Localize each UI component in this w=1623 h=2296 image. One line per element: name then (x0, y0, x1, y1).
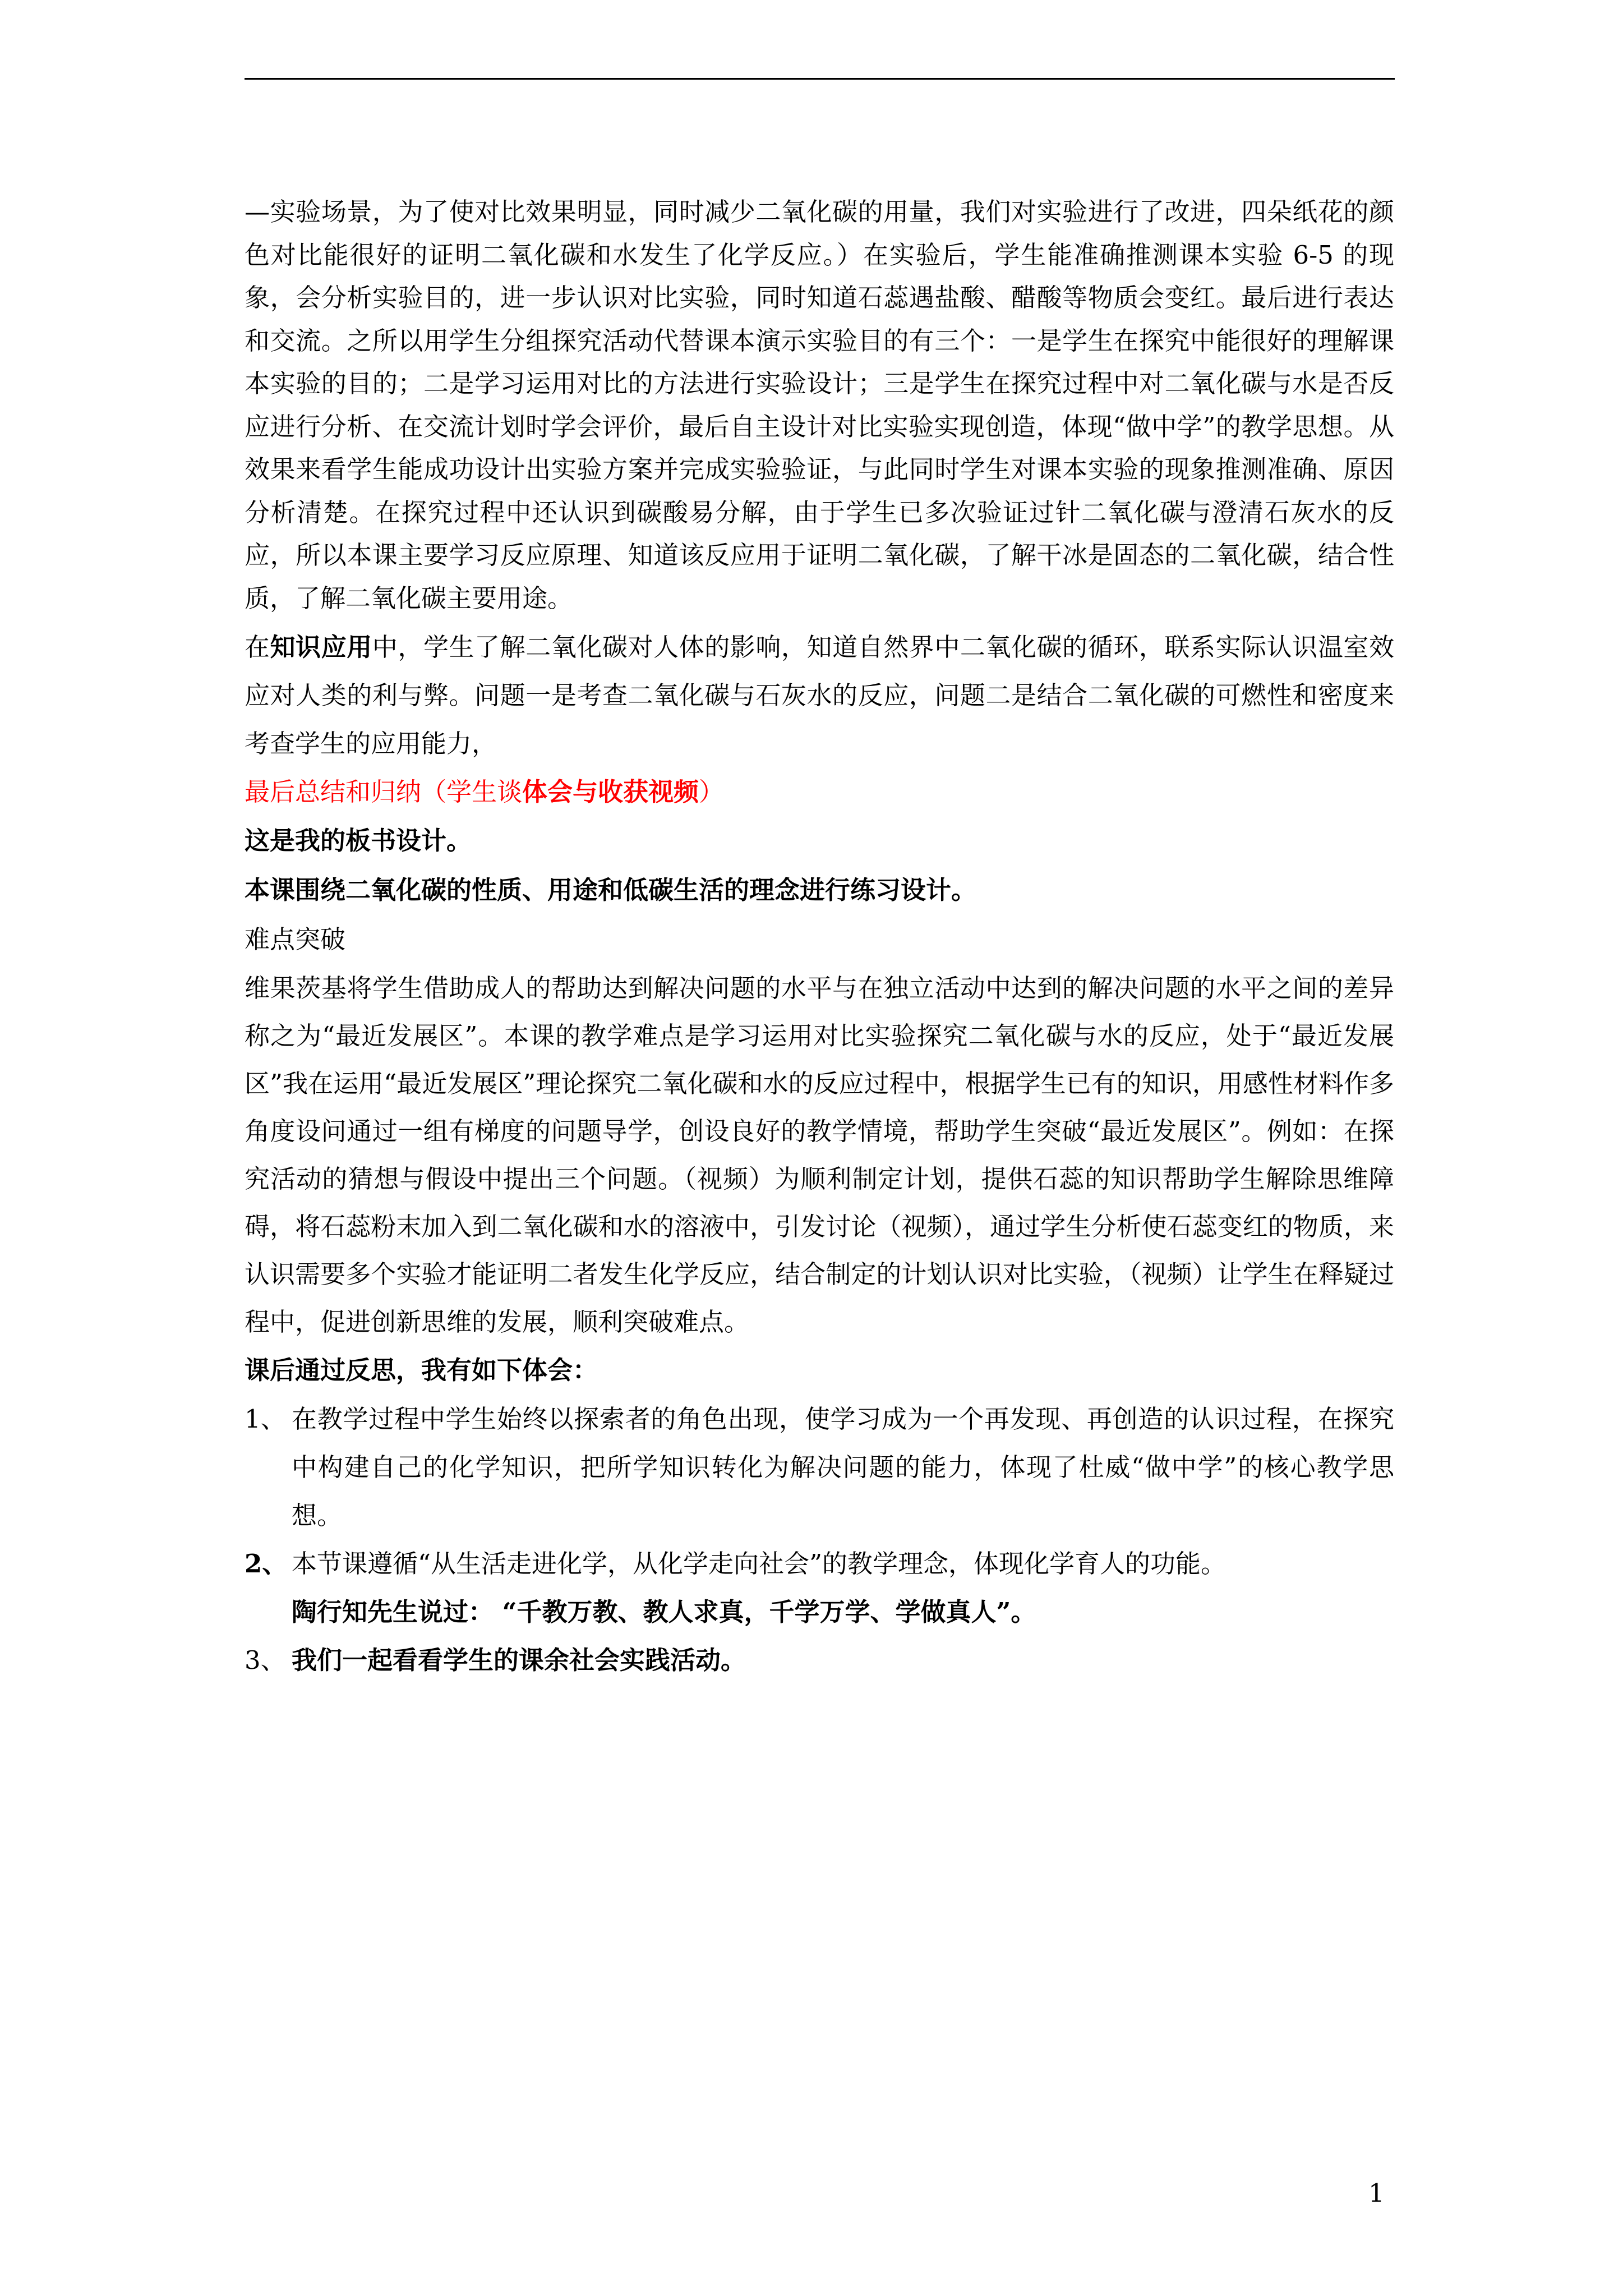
difficulty-heading: 难点突破 (245, 924, 346, 954)
reflection-list (245, 1395, 1394, 1685)
knowledge-application-text: 中，学生了解二氧化碳对人体的影响，知道自然界中二氧化碳的循环，联系实际认识温室效应对人类的利与弊。问题一是考查二氧化碳与石灰水的反应，问题二是结合二氧化碳的可燃性和密度来考查学生的应用能力， (245, 632, 1394, 758)
list-item (245, 1395, 1394, 1540)
reflection-heading: 课后通过反思，我有如下体会： (245, 1355, 598, 1385)
header-rule (245, 78, 1395, 80)
list-item (245, 1540, 1394, 1588)
summary-line (245, 768, 1394, 816)
list-item-number: 3、 (245, 1645, 286, 1675)
page-number: 1 (1368, 2178, 1385, 2208)
document-body (245, 191, 1394, 1685)
list-item-text: 本节课遵循“从生活走进化学，从化学走向社会”的教学理念，体现化学育人的功能。 (292, 1549, 1227, 1579)
summary-suffix: ） (699, 777, 725, 807)
list-item-text: 在教学过程中学生始终以探索者的角色出现，使学习成为一个再发现、再创造的认识过程，在探究中构建自己的化学知识，把所学知识转化为解决问题的能力，体现了杜威“做中学”的核心教学思想。 (292, 1404, 1394, 1530)
exercise-design-line: 本课围绕二氧化碳的性质、用途和低碳生活的理念进行练习设计。 (245, 875, 977, 905)
list-item-text: 我们一起看看学生的课余社会实践活动。 (292, 1645, 746, 1675)
list-item (245, 1636, 1394, 1685)
list-item-number: 1、 (245, 1404, 286, 1434)
summary-prefix: 最后总结和归纳（学生谈 (245, 777, 523, 807)
list-item-number: 2、 (245, 1549, 288, 1579)
list-item-quote: 陶行知先生说过： “千教万教、教人求真，千学万学、学做真人”。 (292, 1597, 1036, 1627)
board-design-line: 这是我的板书设计。 (245, 826, 472, 855)
paragraph-knowledge-application (245, 623, 1394, 768)
difficulty-paragraph: 维果茨基将学生借助成人的帮助达到解决问题的水平与在独立活动中达到的解决问题的水平之间的差异称之为“最近发展区”。本课的教学难点是学习运用对比实验探究二氧化碳与水的反应，处于“最近发展区”我在运用“最近发展区”理论探究二氧化碳和水的反应过程中，根据学生已有的知识，用感性材料作多角度设问通过一组有梯度的问题导学，创设良好的教学情境，帮助学生突破“最近发展区”。例如：在探究活动的猜想与假设中提出三个问题。（视频）为顺利制定计划，提供石蕊的知识帮助学生解除思维障碍，将石蕊粉末加入到二氧化碳和水的溶液中，引发讨论（视频），通过学生分析使石蕊变红的物质，来认识需要多个实验才能证明二者发生化学反应，结合制定的计划认识对比实验，（视频）让学生在释疑过程中，促进创新思维的发展，顺利突破难点。 (245, 973, 1394, 1337)
knowledge-application-keyword: 知识应用 (270, 632, 372, 662)
knowledge-application-prefix: 在 (245, 632, 270, 662)
summary-video-keyword: 体会与收获视频 (522, 777, 699, 807)
paragraph-experiment-scene: —实验场景，为了使对比效果明显，同时减少二氧化碳的用量，我们对实验进行了改进，四朵纸花的颜色对比能很好的证明二氧化碳和水发生了化学反应。）在实验后，学生能准确推测课本实验 6-5 的现象，会分析实验目的，进一步认识对比实验，同时知道石蕊遇盐酸、醋酸等物质会变红。最后进行表达和交流。之所以用学生分组探究活动代替课本演示实验目的有三个：一是学生在探究中能很好的理解课本实验的目的；二是学习运用对比的方法进行实验设计；三是学生在探究过程中对二氧化碳与水是否反应进行分析、在交流计划时学会评价，最后自主设计对比实验实现创造，体现“做中学”的教学思想。从效果来看学生能成功设计出实验方案并完成实验验证，与此同时学生对课本实验的现象推测准确、原因分析清楚。在探究过程中还认识到碳酸易分解，由于学生已多次验证过针二氧化碳与澄清石灰水的反应，所以本课主要学习反应原理、知道该反应用于证明二氧化碳，了解干冰是固态的二氧化碳，结合性质，了解二氧化碳主要用途。 (245, 197, 1394, 613)
